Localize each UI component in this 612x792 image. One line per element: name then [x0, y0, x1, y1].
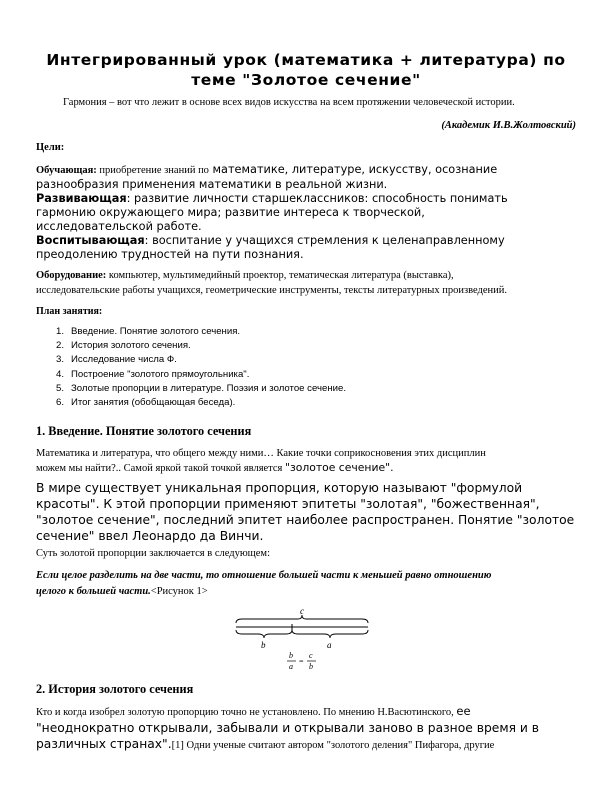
goal-developing-text-1: : развитие личности старшеклассников: способность понимать: [126, 192, 508, 205]
page-title: [30, 50, 582, 90]
brace-b: [236, 630, 292, 638]
section-1-paragraph-3: Суть золотой пропорции заключается в следующем:: [36, 548, 270, 559]
goal-educating-text-2: преодолению трудностей на пути познания.: [36, 248, 304, 261]
section-1-paragraph-1: Математика и литература, что общего между ними… Какие точки соприкосновения этих дисциплин можем мы найти?.. Самой яркой такой точкой является "золотое сечение".: [36, 448, 486, 474]
section-2-paragraph-1: Кто и когда изобрел золотую пропорцию точно не установлено. По мнению Н.Васютинского, ее "неоднократно открывали, забывали и открывали заново в разное время и в различных странах".[1] Одни ученые считают автором "золотого деления" Пифагора, другие: [36, 704, 540, 751]
section-1-definition: Если целое разделить на две части, то отношение большей части к меньшей равно отношению целого к большей части.<Рисунок 1>: [36, 570, 492, 597]
plan-item: 2. История золотого сечения.: [56, 340, 191, 352]
equipment-text-1: компьютер, мультимедийный проектор, тематическая литература (выставка),: [106, 270, 454, 281]
golden-ratio-figure: [232, 605, 372, 675]
equipment-text-2: исследовательские работы учащихся, геометрические инструменты, тексты литературных произведений.: [36, 285, 508, 296]
epigraph-text: Гармония – вот что лежит в основе всех видов искусства на всем протяжении человеческой истории.: [63, 97, 515, 108]
goal-learning-text-2: разнообразия применения математики в реальной жизни.: [36, 178, 388, 191]
label-b: b: [261, 640, 266, 650]
section-1-heading: 1. Введение. Понятие золотого сечения: [36, 424, 252, 438]
section-2-heading: 2. История золотого сечения: [36, 682, 194, 696]
plan-item: 3. Исследование числа Ф.: [56, 354, 177, 366]
brace-c: [236, 615, 368, 623]
plan-heading: План занятия:: [36, 306, 103, 317]
goal-developing-text-3: исследовательской работе.: [36, 220, 202, 233]
goal-developing-label: Развивающая: [36, 192, 127, 205]
formula-frac2-num: c: [309, 651, 313, 660]
plan-item: 4. Построение "золотого прямоугольника".: [56, 368, 250, 380]
formula-frac1-num: b: [289, 651, 293, 660]
goal-learning-text-1: математике, литературе, искусству, осознание: [208, 163, 498, 176]
lesson-plan-list: [36, 325, 346, 410]
brace-a: [292, 630, 368, 638]
title-line-2: теме "Золотое сечение": [191, 71, 421, 89]
section-1-paragraph-2: В мире существует уникальная пропорция, которую называют "формулой красоты". К этой пропорции применяют эпитеты "золотая", "божественная", "золотое сечение", последний эпитет наиболее распространен. Понятие "золотое сечение" ввел Леонардо да Винчи.: [36, 481, 575, 543]
plan-item: 1. Введение. Понятие золотого сечения.: [56, 326, 241, 337]
formula-equals: =: [299, 657, 304, 666]
label-a: a: [327, 640, 332, 650]
title-line-1: Интегрированный урок (математика + литература) по: [46, 51, 566, 69]
goal-learning-lead: приобретение знаний по: [96, 165, 209, 176]
plan-item: 6. Итог занятия (обобщающая беседа).: [56, 397, 236, 409]
plan-item: 5. Золотые пропорции в литературе. Поэзия и золотое сечение.: [56, 382, 346, 394]
goal-developing-text-2: гармонию окружающего мира; развитие интереса к творческой,: [36, 206, 425, 219]
formula-frac2-den: b: [309, 662, 313, 671]
goals-block: [36, 160, 584, 262]
goal-educating-label: Воспитывающая: [36, 234, 145, 247]
goal-learning-label: Обучающая:: [36, 165, 97, 176]
goal-educating-text-1: : воспитание у учащихся стремления к целенаправленному: [144, 234, 505, 247]
formula-frac1-den: a: [289, 662, 293, 671]
goals-heading: Цели:: [36, 142, 65, 153]
equipment-label: Оборудование:: [36, 270, 107, 281]
equipment-block: [36, 268, 584, 298]
epigraph-author: (Академик И.В.Жолтовский): [441, 120, 576, 131]
label-c: c: [300, 606, 304, 616]
